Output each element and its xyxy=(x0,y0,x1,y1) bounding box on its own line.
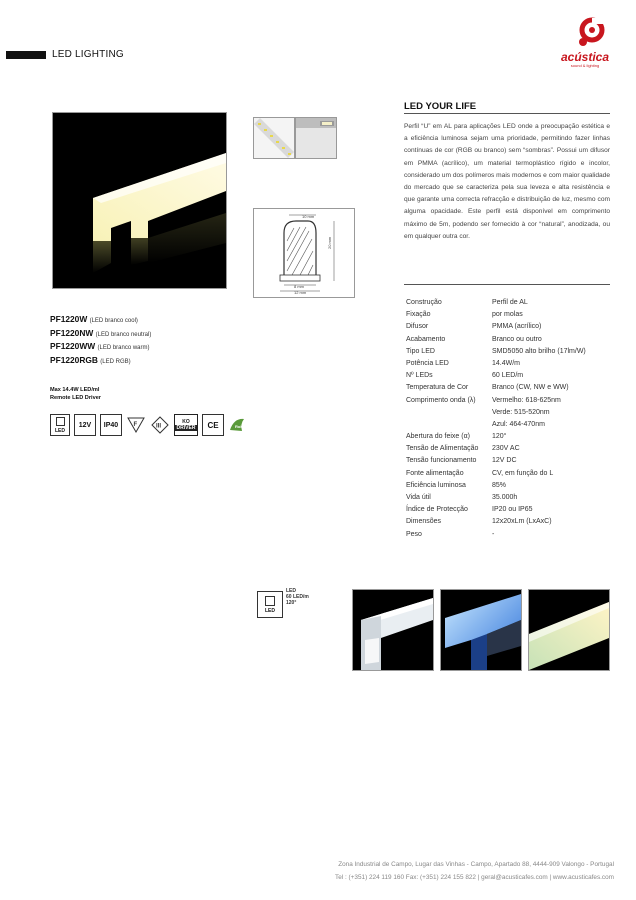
rgb-profile-photo xyxy=(440,589,522,671)
spec-value: SMD5050 alto brilho (17lm/W) xyxy=(492,347,586,355)
spec-key: Fixação xyxy=(406,311,431,319)
white-profile-photo xyxy=(352,589,434,671)
spec-value: Perfil de AL xyxy=(492,299,528,306)
spec-value: Vermelho: 618-625nm xyxy=(492,396,561,404)
rohs-icon xyxy=(228,414,248,436)
spec-key: Abertura do feixe (α) xyxy=(406,433,470,441)
svg-text:20 mm: 20 mm xyxy=(327,236,332,249)
led-badge: LED xyxy=(50,414,70,436)
spec-row xyxy=(406,504,616,516)
spec-key xyxy=(406,419,492,431)
ip-rating-badge: IP40 xyxy=(100,414,122,436)
spec-row xyxy=(406,321,616,333)
svg-text:10 mm: 10 mm xyxy=(302,214,315,219)
led-info-line-2: 60 LED/m xyxy=(286,594,309,601)
spec-value: PMMA (acrílico) xyxy=(492,323,542,331)
ce-mark-badge: CE xyxy=(202,414,224,436)
spec-row xyxy=(406,334,616,346)
led-badge-large: LED xyxy=(257,591,283,618)
spec-row xyxy=(406,419,616,431)
spec-key: Índice de Protecção xyxy=(406,506,468,514)
spec-row xyxy=(406,516,616,528)
svg-text:RoHS: RoHS xyxy=(235,424,246,429)
svg-text:12 mm: 12 mm xyxy=(294,290,307,295)
model-list xyxy=(50,314,151,368)
product-description: Perfil “U” em AL para aplicações LED onde a preocupação estética e a eficiência luminosa sejam uma prioridade, permitindo fazer linhas contínuas de cor (RGB ou branco) sem “sombras”. Possui um difusor em PMMA (acrílico), um material termoplástico rígido e incolor, considerado um dos polímeros mais modernos e com maior qualidade do mercado que se caracteriza pela sua leveza e alta resistência e que garante uma correcta refracção e distribuição de luz, mesmo com alguma opacidade. Este perfil está disponível em comprimento máximo de 5m, podendo ser fornecido à cor “natural”, anodizada, ou em qualquer outra cor. xyxy=(404,123,610,240)
power-info xyxy=(50,386,101,402)
led-info xyxy=(286,588,309,607)
spec-key: Vida útil xyxy=(406,494,431,501)
spec-key: Comprimento onda (λ) xyxy=(406,396,476,404)
spec-key: Difusor xyxy=(406,323,429,331)
spec-value: 60 LED/m xyxy=(492,372,524,380)
led-square-icon xyxy=(265,596,275,606)
model-note: (LED branco neutral) xyxy=(95,331,152,338)
certification-badges xyxy=(50,414,248,436)
spec-row xyxy=(406,346,616,358)
spec-key: Eficiência luminosa xyxy=(406,481,466,489)
spec-key: Tensão de Alimentação xyxy=(406,445,479,453)
section-title: LED LIGHTING xyxy=(52,49,124,60)
spec-key: Tipo LED xyxy=(406,347,435,355)
spec-key: Peso xyxy=(406,530,422,538)
f-mark-icon xyxy=(126,414,146,436)
spec-row xyxy=(406,382,616,394)
spec-row xyxy=(406,455,616,467)
model-item xyxy=(50,341,151,355)
power-line-2: Remote LED Driver xyxy=(50,395,101,401)
model-note: (LED branco cool) xyxy=(89,318,138,324)
spec-value: CV, em função do L xyxy=(492,469,554,477)
warm-white-profile-photo xyxy=(528,589,610,671)
spec-row xyxy=(406,370,616,382)
model-code: PF1220W xyxy=(50,314,88,324)
led-square-icon xyxy=(56,417,65,426)
model-code: PF1220WW xyxy=(50,341,96,351)
spec-value: Branco (CW, NW e WW) xyxy=(492,384,569,392)
spec-row xyxy=(406,529,616,541)
power-line-1: Max 14.4W LED/ml xyxy=(50,387,100,393)
model-code: PF1220RGB xyxy=(50,354,98,365)
model-item xyxy=(50,328,151,342)
spec-table xyxy=(406,297,616,541)
header-bar xyxy=(6,51,46,59)
separator xyxy=(404,284,610,285)
spec-value: 12x20xLm (LxAxC) xyxy=(492,518,552,526)
spec-row xyxy=(406,358,616,370)
spec-value: IP20 ou IP65 xyxy=(492,506,533,514)
spec-value: - xyxy=(492,530,495,538)
spec-key: Potência LED xyxy=(406,359,449,367)
footer-address: Zona Industrial de Campo, Lugar das Vinhas - Campo, Apartado 88, 4444-909 Valongo - Portugal xyxy=(338,861,614,868)
ko-driver-badge: KO DRIVER xyxy=(174,414,198,436)
spec-value: 85% xyxy=(492,481,507,489)
footer-contacts: Tel : (+351) 224 119 160 Fax: (+351) 224 155 822 | geral@acusticafes.com | www.acusticafes.com xyxy=(335,874,614,881)
spec-value: Azul: 464-470nm xyxy=(492,420,545,428)
spec-key: Temperatura de Cor xyxy=(406,384,469,392)
spec-value: Branco ou outro xyxy=(492,335,542,343)
spec-value: 12V DC xyxy=(492,457,517,465)
spec-value: 120° xyxy=(492,433,507,441)
model-item xyxy=(50,314,151,328)
logo-tagline: sound & lighting xyxy=(570,63,600,68)
profile-cross-section-drawing xyxy=(253,208,355,298)
class-iii-icon xyxy=(150,414,170,436)
svg-text:F: F xyxy=(133,422,138,428)
svg-text:III: III xyxy=(156,423,162,430)
spec-key: Tensão funcionamento xyxy=(406,457,477,465)
spec-value: 230V AC xyxy=(492,445,520,453)
led-info-line-1: LED xyxy=(286,588,296,594)
spec-value: 35.000h xyxy=(492,494,518,501)
spec-key: Dimensões xyxy=(406,518,442,526)
spec-value: por molas xyxy=(492,311,523,319)
spec-row xyxy=(406,443,616,455)
spec-row xyxy=(406,395,616,407)
spec-row xyxy=(406,468,616,480)
spec-key: Nº LEDs xyxy=(406,372,433,380)
led-info-line-3: 120° xyxy=(286,600,297,607)
spec-key xyxy=(406,407,492,419)
led-strip-thumbnail xyxy=(253,117,295,159)
model-note: (LED branco warm) xyxy=(97,345,150,351)
subsection-title: LED YOUR LIFE xyxy=(404,101,477,112)
title-underline xyxy=(404,113,610,114)
svg-text:8 mm: 8 mm xyxy=(294,284,304,289)
spec-row xyxy=(406,480,616,492)
model-note: (LED RGB) xyxy=(100,358,131,365)
spec-key: Construção xyxy=(406,299,442,306)
spec-row xyxy=(406,492,616,504)
spec-row xyxy=(406,297,616,309)
spec-value: 14.4W/m xyxy=(492,359,521,367)
spec-value: Verde: 515-520nm xyxy=(492,408,550,416)
spec-row xyxy=(406,407,616,419)
spec-key: Acabamento xyxy=(406,335,446,343)
spec-key: Fonte alimentação xyxy=(406,469,464,477)
spec-row xyxy=(406,309,616,321)
profile-thumbnail xyxy=(295,117,337,159)
voltage-badge: 12V xyxy=(74,414,96,436)
model-item xyxy=(50,355,151,369)
model-code: PF1220NW xyxy=(50,327,94,338)
spec-row xyxy=(406,431,616,443)
product-photo xyxy=(52,112,227,289)
logo-wordmark: acústica xyxy=(560,50,610,64)
